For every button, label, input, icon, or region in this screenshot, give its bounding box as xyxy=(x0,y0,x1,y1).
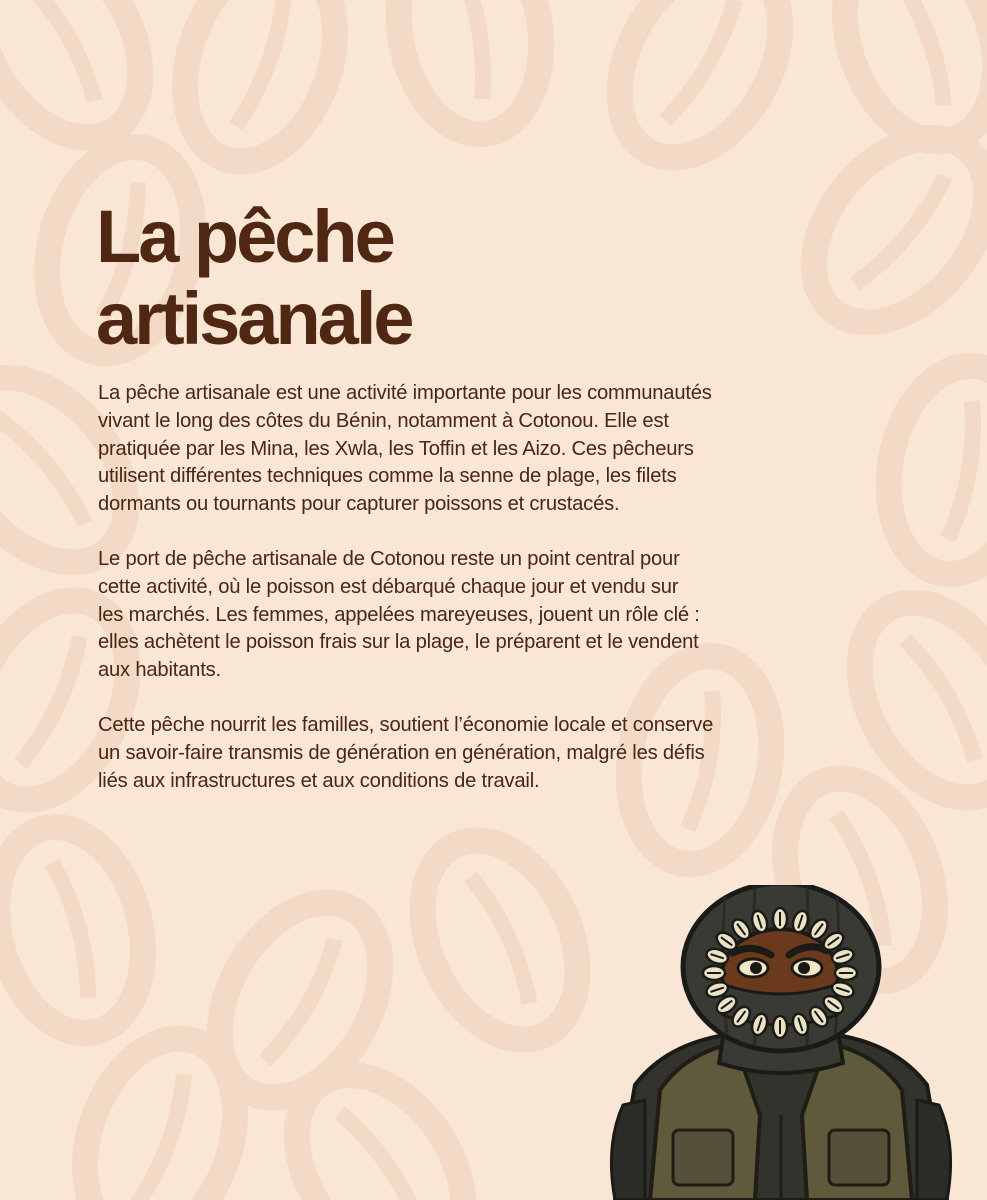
title-line-2: artisanale xyxy=(96,277,412,360)
paragraph-line: Cette pêche nourrit les familles, soutient l’économie locale et conserve xyxy=(98,713,714,736)
paragraph-line: dormants ou tournants pour capturer poissons et crustacés. xyxy=(98,493,620,516)
fisherman-illustration xyxy=(575,885,987,1200)
paragraph-line: aux habitants. xyxy=(98,659,221,682)
cowrie-shell-icon xyxy=(158,0,361,183)
cowrie-shell-icon xyxy=(773,1016,787,1038)
cowrie-shell-icon xyxy=(779,105,987,356)
cowrie-shell-icon xyxy=(383,0,557,146)
cowrie-shell-icon xyxy=(587,0,813,186)
paragraph-line: Le port de pêche artisanale de Cotonou reste un point central pour xyxy=(98,547,680,570)
title-line-1: La pêche xyxy=(96,195,393,278)
cowrie-shell-icon xyxy=(262,1044,497,1200)
paragraph-line: pratiquée par les Mina, les Xwla, les Toffin et les Aizo. Ces pêcheurs xyxy=(98,437,694,460)
cowrie-shell-icon xyxy=(773,908,787,930)
paragraph-line: vivant le long des côtes du Bénin, notamment à Cotonou. Elle est xyxy=(98,409,669,432)
paragraph-line: liés aux infrastructures et aux conditions de travail. xyxy=(98,769,540,792)
cowrie-shell-icon xyxy=(703,966,725,980)
paragraph-1 xyxy=(98,380,818,519)
paragraph-line: un savoir-faire transmis de génération en génération, malgré les défis xyxy=(98,741,705,764)
cowrie-shell-icon xyxy=(0,810,165,1049)
page-title xyxy=(96,196,656,360)
paragraph-3 xyxy=(98,712,818,795)
cowrie-shell-icon xyxy=(835,966,857,980)
paragraph-line: cette activité, où le poisson est débarqué chaque jour et vendu sur xyxy=(98,575,679,598)
paragraph-line: La pêche artisanale est une activité importante pour les communautés xyxy=(98,382,712,404)
paragraph-line: les marchés. Les femmes, appelées mareyeuses, jouent un rôle clé : xyxy=(98,603,700,626)
paragraph-line: utilisent différentes techniques comme la senne de plage, les filets xyxy=(98,465,677,488)
paragraph-line: elles achètent le poisson frais sur la plage, le préparent et le vendent xyxy=(98,631,699,654)
article-body xyxy=(98,380,818,822)
cowrie-shell-icon xyxy=(873,354,987,585)
paragraph-2 xyxy=(98,546,818,685)
